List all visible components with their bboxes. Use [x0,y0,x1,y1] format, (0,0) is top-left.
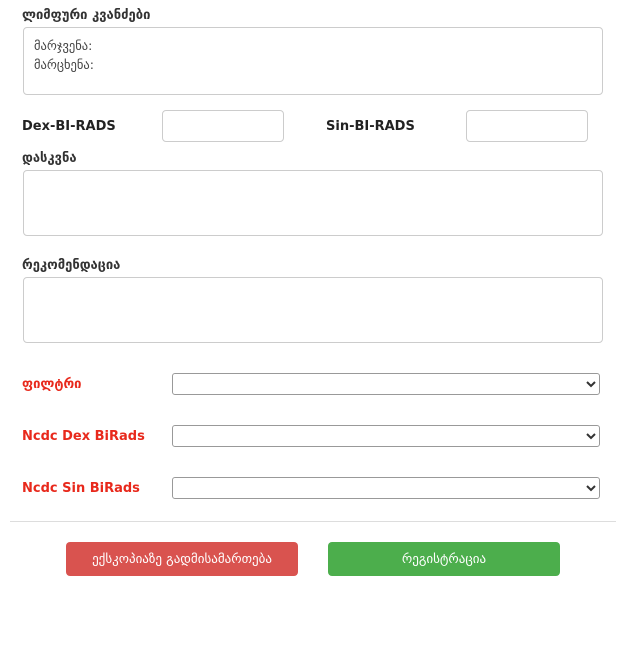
register-button[interactable]: რეგისტრაცია [328,542,560,576]
recommendation-title: რეკომენდაცია [22,258,121,273]
lymph-right-label: მარჯვენა: [34,38,93,53]
form-divider [10,521,616,522]
ncdc-dex-label: Ncdc Dex BiRads [22,428,145,444]
dex-birads-input[interactable] [162,110,284,142]
ncdc-dex-row [10,421,616,451]
filter-row [10,369,616,399]
lymph-left-label: მარცხენა: [34,57,94,73]
filter-label: ფილტრი [22,376,82,392]
ncdc-dex-select[interactable] [172,425,600,447]
recommendation-textarea[interactable] [23,277,603,343]
sin-birads-input[interactable] [466,110,588,142]
sin-birads-label: Sin-BI-RADS [326,118,415,134]
conclusion-title: დასკვნა [22,151,77,166]
ncdc-sin-row [10,473,616,503]
lymph-nodes-box[interactable] [23,27,603,95]
birads-row [10,109,616,143]
ncdc-sin-label: Ncdc Sin BiRads [22,480,140,496]
redirect-to-excopy-button[interactable]: ექსკოპიაზე გადმისამართება [66,542,298,576]
registration-form-page [0,8,626,652]
conclusion-textarea[interactable] [23,170,603,236]
filter-select[interactable] [172,373,600,395]
dex-birads-label: Dex-BI-RADS [22,118,116,134]
lymph-nodes-title: ლიმფური კვანძები [22,8,151,23]
ncdc-sin-select[interactable] [172,477,600,499]
form-actions [10,542,616,576]
